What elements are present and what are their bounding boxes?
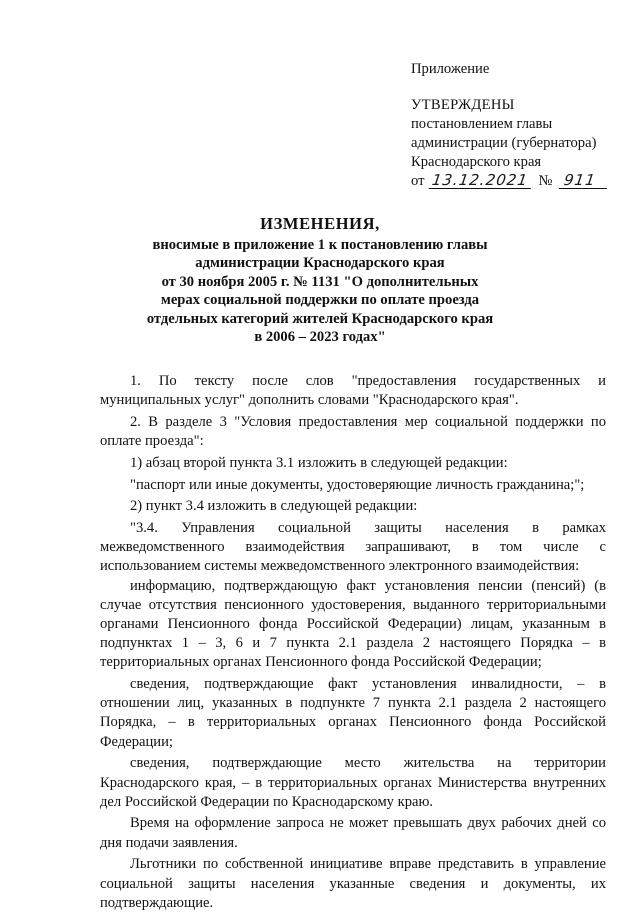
title-heading: ИЗМЕНЕНИЯ, xyxy=(260,214,380,233)
paragraph: информацию, подтверждающую факт установления пенсии (пенсий) (в случае отсутствия пенсионного удостоверения, выданного территориальными органами Пенсионного фонда Российской Федерации) лицам, указанным в подпунктах 1 – 3, 6 и 7 пункта 2.1 раздела 2 настоящего Порядка – в территориальных органах Пенсионного фонда Российской Федерации; xyxy=(100,577,606,671)
date-number-row xyxy=(411,172,631,191)
handwritten-number: 911 xyxy=(559,172,609,189)
paragraph: "паспорт или иные документы, удостоверяющие личность гражданина;"; xyxy=(130,476,585,493)
approval-line-3: Краснодарского края xyxy=(411,154,542,170)
paragraph: 1. По тексту после слов "предоставления государственных и муниципальных услуг" дополнить словами "Краснодарского края". xyxy=(100,373,606,409)
title-line: отдельных категорий жителей Краснодарского края xyxy=(146,310,494,327)
document-title xyxy=(100,215,540,347)
title-line: мерах социальной поддержки по оплате проезда xyxy=(160,292,480,308)
title-line: администрации Краснодарского края xyxy=(195,255,445,271)
title-line: от 30 ноября 2005 г. № 1131 "О дополнительных xyxy=(161,273,479,290)
title-line: в 2006 – 2023 годах" xyxy=(254,329,386,345)
paragraph: Льготники по собственной инициативе вправе представить в управление социальной защиты населения указанные сведения и документы, их подтверждающие. xyxy=(100,856,606,911)
handwritten-date: 13.12.2021 xyxy=(429,172,533,189)
from-label: от xyxy=(411,173,425,189)
document-body xyxy=(100,372,606,915)
approval-line-1: постановлением главы xyxy=(411,116,553,132)
title-line: вносимые в приложение 1 к постановлению главы xyxy=(152,236,488,253)
paragraph: 2. В разделе 3 "Условия предоставления мер социальной поддержки по оплате проезда": xyxy=(100,413,606,450)
number-sign: № xyxy=(538,173,553,189)
appendix-label: Приложение xyxy=(411,61,490,77)
paragraph: 2) пункт 3.4 изложить в следующей редакции: xyxy=(130,498,418,515)
paragraph: сведения, подтверждающие место жительства на территории Краснодарского края, – в территориальных органах Министерства внутренних дел Российской Федерации по Краснодарскому краю. xyxy=(100,755,606,810)
paragraph: "3.4. Управления социальной защиты населения в рамках межведомственного взаимодействия запрашивают, в том числе с использованием системы межведомственного электронного взаимодействия: xyxy=(100,519,606,575)
approved-label: УТВЕРЖДЕНЫ xyxy=(411,97,515,113)
paragraph: Время на оформление запроса не может превышать двух рабочих дней со дня подачи заявления. xyxy=(100,815,606,851)
paragraph: 1) абзац второй пункта 3.1 изложить в следующей редакции: xyxy=(130,454,508,471)
approval-line-2: администрации (губернатора) xyxy=(411,135,597,151)
approval-block xyxy=(411,60,631,191)
paragraph: сведения, подтверждающие факт установления инвалидности, – в отношении лиц, указанных в подпункте 7 пункта 2.1 раздела 2 настоящего Порядка, – в территориальных органах Пенсионного фонда Российской Федерации; xyxy=(100,676,606,750)
